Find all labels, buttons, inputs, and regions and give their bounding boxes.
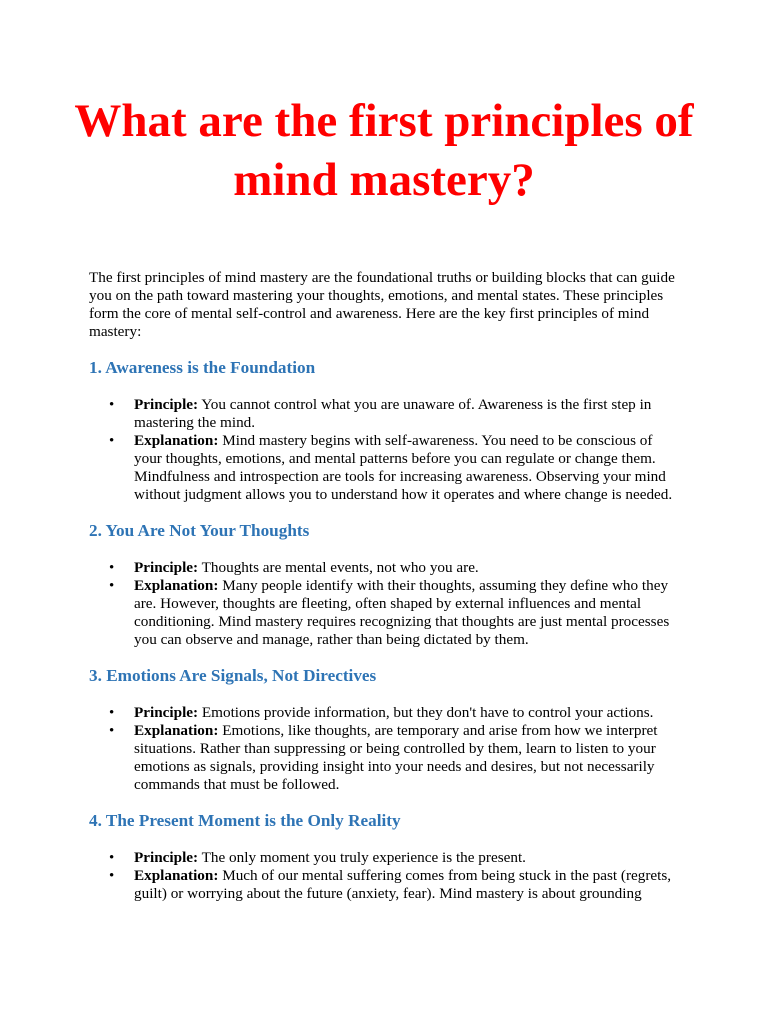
explanation-label: Explanation: <box>134 867 219 884</box>
explanation-item <box>134 722 679 794</box>
principle-text: The only moment you truly experience is the present. <box>198 849 526 866</box>
principle-label: Principle: <box>134 704 199 721</box>
section-points <box>89 704 679 794</box>
section-heading: 2. You Are Not Your Thoughts <box>89 521 310 540</box>
explanation-label: Explanation: <box>134 577 219 594</box>
explanation-text: Much of our mental suffering comes from being stuck in the past (regrets, guilt) or worrying about the future (anxiety, fear). Mind mastery is about grounding <box>134 867 672 902</box>
principle-item <box>134 559 679 577</box>
explanation-item <box>134 432 679 504</box>
section-heading: 4. The Present Moment is the Only Reality <box>89 811 401 830</box>
explanation-label: Explanation: <box>134 722 219 739</box>
page-title: What are the first principles of mind mastery? <box>74 95 694 206</box>
explanation-text: Many people identify with their thoughts, assuming they define who they are. However, thoughts are fleeting, often shaped by external influences and mental conditioning. Mind mastery requires recognizing that thoughts are just mental processes you can observe and manage, rather than being dictated by them. <box>134 577 670 648</box>
principle-item <box>134 849 679 867</box>
explanation-item <box>134 577 679 649</box>
section-points <box>89 559 679 649</box>
section-points <box>89 849 679 903</box>
intro-paragraph: The first principles of mind mastery are the foundational truths or building blocks that can guide you on the path toward mastering your thoughts, emotions, and mental states. These principles form the core of mental self-control and awareness. Here are the key first principles of mind mastery: <box>89 269 675 340</box>
section-heading: 1. Awareness is the Foundation <box>89 358 316 377</box>
principle-text: Emotions provide information, but they don't have to control your actions. <box>198 704 654 721</box>
principle-item <box>134 396 679 432</box>
principle-label: Principle: <box>134 396 199 413</box>
section-points <box>89 396 679 504</box>
principle-text: You cannot control what you are unaware of. Awareness is the first step in mastering the mind. <box>134 396 652 431</box>
explanation-item <box>134 867 679 903</box>
principle-item <box>134 704 679 722</box>
document-body <box>89 269 679 903</box>
explanation-label: Explanation: <box>134 432 219 449</box>
section-heading: 3. Emotions Are Signals, Not Directives <box>89 666 377 685</box>
explanation-text: Emotions, like thoughts, are temporary and arise from how we interpret situations. Rather than suppressing or being controlled by them, learn to listen to your emotions as signals, providing insight into your needs and desires, but not necessarily commands that must be followed. <box>134 722 658 793</box>
principle-label: Principle: <box>134 559 199 576</box>
principle-text: Thoughts are mental events, not who you are. <box>198 559 479 576</box>
explanation-text: Mind mastery begins with self-awareness. You need to be conscious of your thoughts, emotions, and mental patterns before you can regulate or change them. Mindfulness and introspection are tools for increasing awareness. Observing your mind without judgment allows you to understand how it operates and where change is needed. <box>134 432 673 503</box>
principle-label: Principle: <box>134 849 199 866</box>
